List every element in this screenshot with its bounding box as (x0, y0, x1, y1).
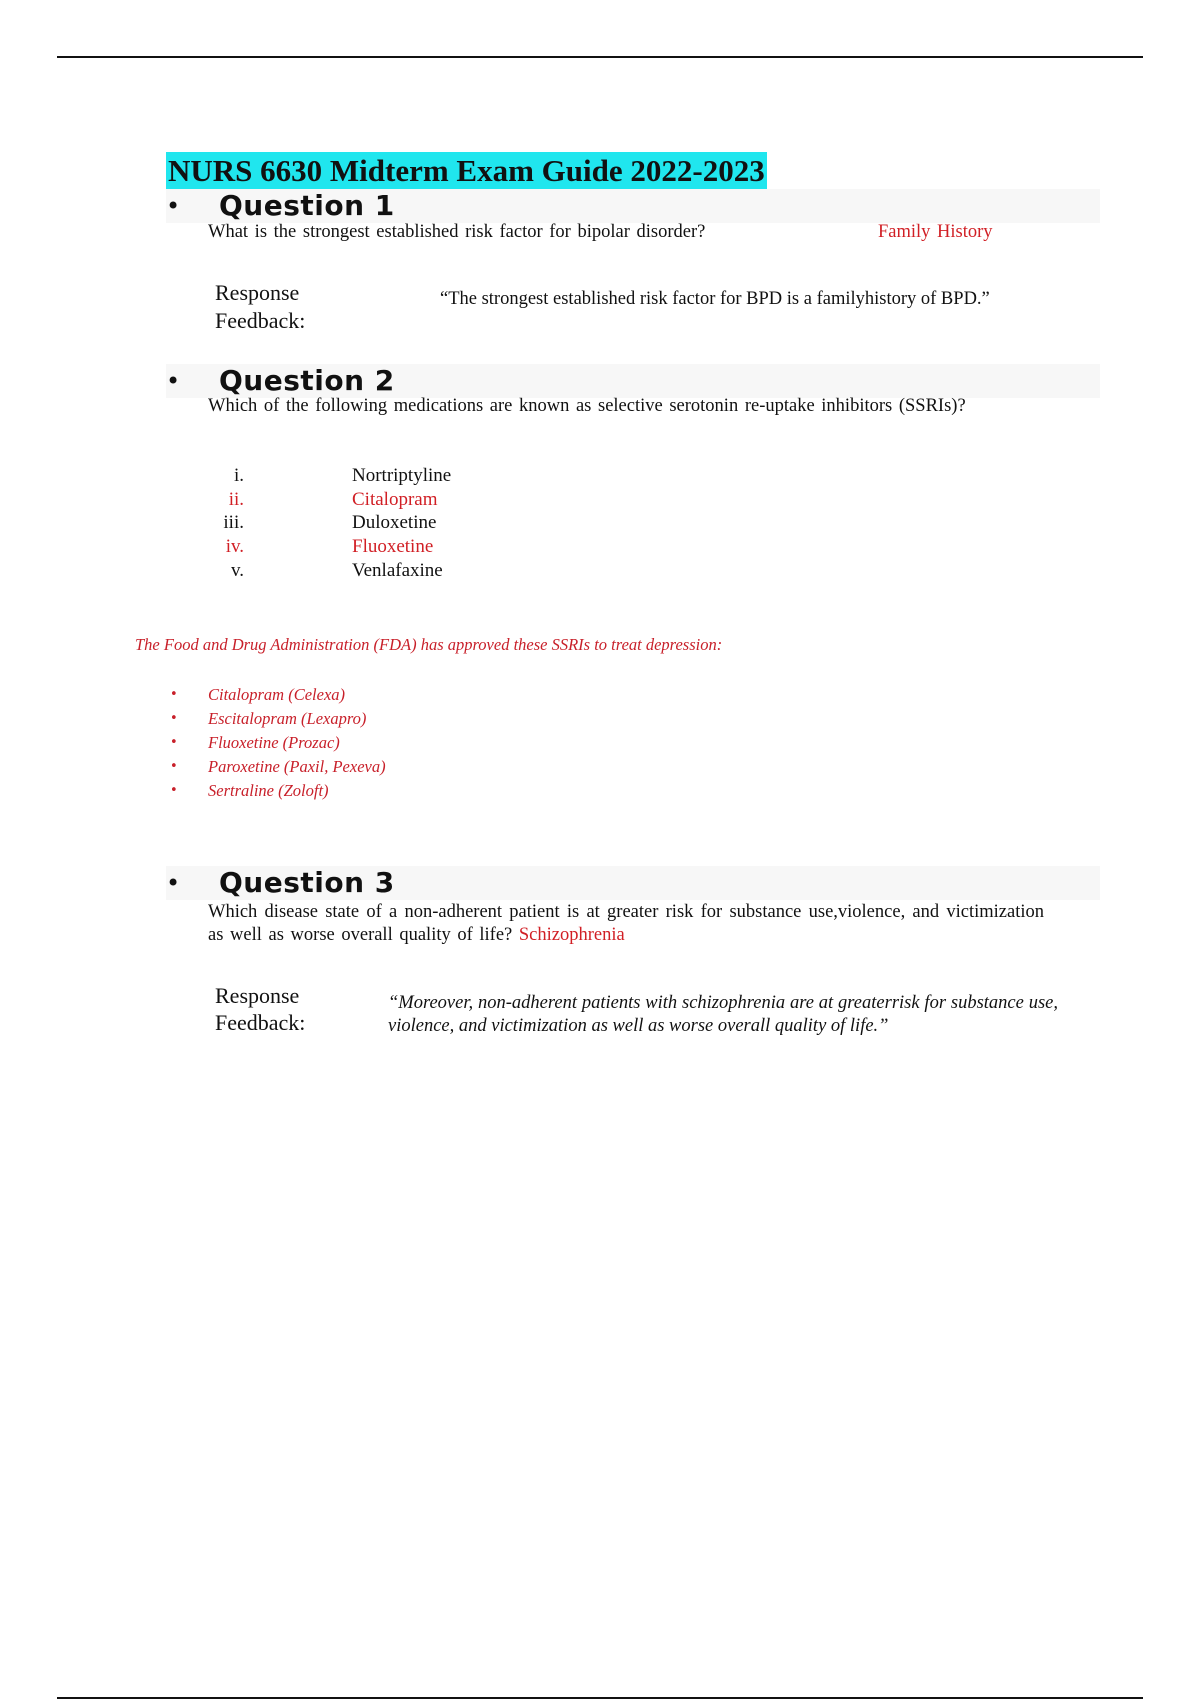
response-label: Response (215, 983, 300, 1008)
option-number: iv. (225, 536, 244, 557)
question-2-label: Question 2 (219, 364, 395, 397)
option-name: Nortriptyline (352, 465, 452, 486)
option-name-correct: Citalopram (352, 489, 438, 510)
bottom-rule (57, 1697, 1143, 1699)
feedback-label: Feedback: (215, 1010, 306, 1035)
top-rule (57, 56, 1143, 58)
question-3-prompt: Which disease state of a non-adherent patient is at greater risk for substance use,violence, and victimization as well as worse overall quality of life? (208, 902, 1044, 945)
bullet: • (170, 783, 178, 798)
fda-note: The Food and Drug Administration (FDA) has approved these SSRIs to treat depression: (135, 635, 723, 654)
response-label: Response (215, 280, 300, 305)
option-name: Venlafaxine (352, 560, 443, 581)
option-name: Duloxetine (352, 512, 437, 533)
bullet: • (166, 869, 181, 897)
bullet: • (170, 711, 178, 726)
question-1-heading (166, 189, 1100, 223)
option-name-correct: Fluoxetine (352, 536, 434, 557)
option-number: ii. (228, 489, 244, 510)
question-3-label: Question 3 (219, 866, 395, 899)
question-1-text (208, 221, 1044, 244)
question-3-text (208, 901, 1044, 947)
question-3-answer: Schizophrenia (518, 925, 625, 945)
option-number: iii. (223, 512, 244, 533)
option-number: i. (233, 465, 244, 486)
bullet: • (166, 192, 181, 220)
question-3-heading (166, 866, 1100, 900)
option-number: v. (230, 560, 244, 581)
question-1-label: Question 1 (219, 189, 395, 222)
feedback-label: Feedback: (215, 308, 306, 333)
question-3-feedback: “Moreover, non-adherent patients with schizophrenia are at greaterrisk for substance use, violence, and victimization as well as worse overall quality of life.” (388, 993, 1058, 1036)
page-title: NURS 6630 Midterm Exam Guide 2022-2023 (168, 153, 765, 188)
bullet: • (166, 367, 181, 395)
bullet: • (170, 687, 178, 702)
bullet: • (170, 759, 178, 774)
question-2-heading (166, 364, 1100, 398)
question-1-prompt: What is the strongest established risk factor for bipolar disorder? (208, 222, 706, 242)
question-2-text: Which of the following medications are known as selective serotonin re-uptake inhibitors (SSRIs)? (208, 396, 966, 416)
question-1-answer: Family History (878, 222, 993, 242)
bullet: • (170, 735, 178, 750)
question-1-feedback: “The strongest established risk factor for BPD is a familyhistory of BPD.” (440, 289, 990, 309)
